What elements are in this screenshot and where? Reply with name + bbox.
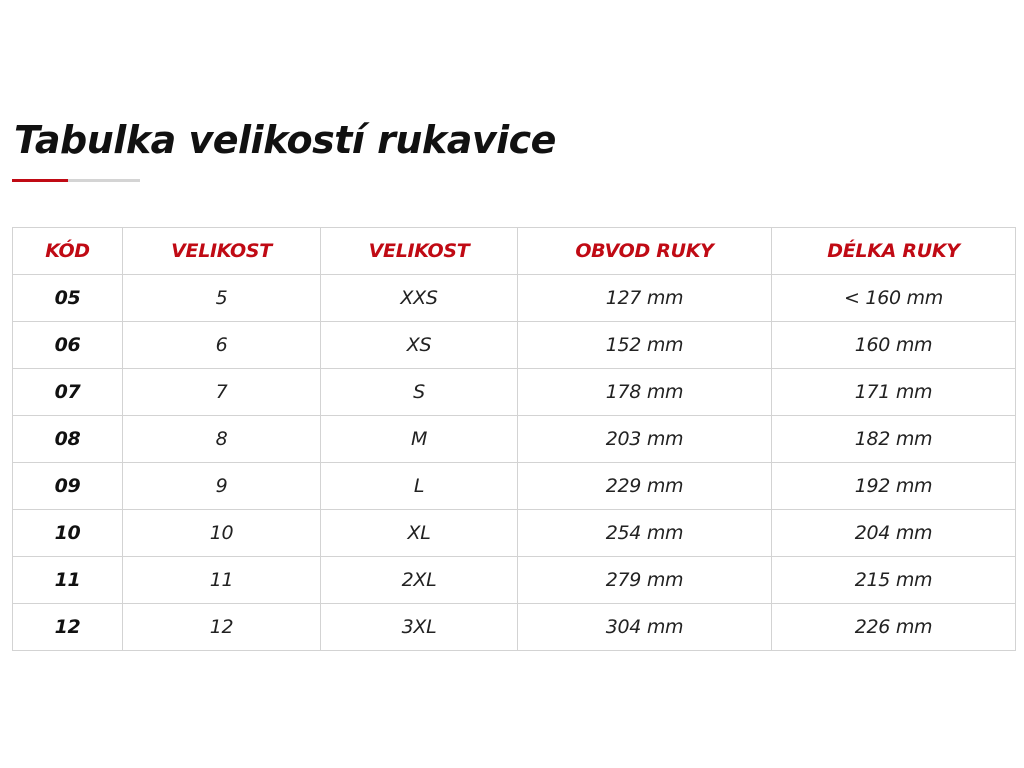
cell-size-letter: S [321,369,518,416]
cell-hand-length: 182 mm [772,416,1016,463]
header-size-number: VELIKOST [123,228,321,275]
cell-hand-circumference: 178 mm [518,369,772,416]
cell-size-number: 10 [123,510,321,557]
cell-code: 06 [13,322,123,369]
cell-hand-circumference: 229 mm [518,463,772,510]
cell-size-letter: XXS [321,275,518,322]
cell-hand-length: 160 mm [772,322,1016,369]
table-row [13,322,1016,369]
cell-size-letter: L [321,463,518,510]
cell-size-letter: 2XL [321,557,518,604]
size-table [12,227,1016,651]
title-underline-accent [12,179,68,182]
cell-size-number: 11 [123,557,321,604]
cell-code: 07 [13,369,123,416]
cell-hand-length: 226 mm [772,604,1016,651]
cell-hand-length: 215 mm [772,557,1016,604]
table-header-row [13,228,1016,275]
page-title: Tabulka velikostí rukavice [14,118,556,162]
header-hand-circumference: OBVOD RUKY [518,228,772,275]
cell-code: 10 [13,510,123,557]
header-hand-length: DÉLKA RUKY [772,228,1016,275]
cell-size-number: 8 [123,416,321,463]
cell-hand-circumference: 254 mm [518,510,772,557]
cell-hand-length: 171 mm [772,369,1016,416]
cell-code: 09 [13,463,123,510]
table-row [13,275,1016,322]
table-row [13,463,1016,510]
cell-size-number: 6 [123,322,321,369]
cell-size-letter: M [321,416,518,463]
cell-size-number: 5 [123,275,321,322]
cell-hand-length: 204 mm [772,510,1016,557]
cell-hand-circumference: 152 mm [518,322,772,369]
cell-hand-length: 192 mm [772,463,1016,510]
cell-code: 08 [13,416,123,463]
cell-hand-circumference: 127 mm [518,275,772,322]
table-row [13,557,1016,604]
title-underline [12,179,140,182]
table-row [13,510,1016,557]
header-code: KÓD [13,228,123,275]
cell-size-number: 12 [123,604,321,651]
cell-size-letter: 3XL [321,604,518,651]
header-size-letter: VELIKOST [321,228,518,275]
cell-size-number: 9 [123,463,321,510]
cell-size-number: 7 [123,369,321,416]
cell-code: 11 [13,557,123,604]
cell-code: 12 [13,604,123,651]
cell-hand-circumference: 304 mm [518,604,772,651]
table-row [13,604,1016,651]
cell-size-letter: XS [321,322,518,369]
cell-size-letter: XL [321,510,518,557]
table-row [13,369,1016,416]
cell-hand-length: < 160 mm [772,275,1016,322]
cell-hand-circumference: 279 mm [518,557,772,604]
cell-hand-circumference: 203 mm [518,416,772,463]
cell-code: 05 [13,275,123,322]
table-row [13,416,1016,463]
